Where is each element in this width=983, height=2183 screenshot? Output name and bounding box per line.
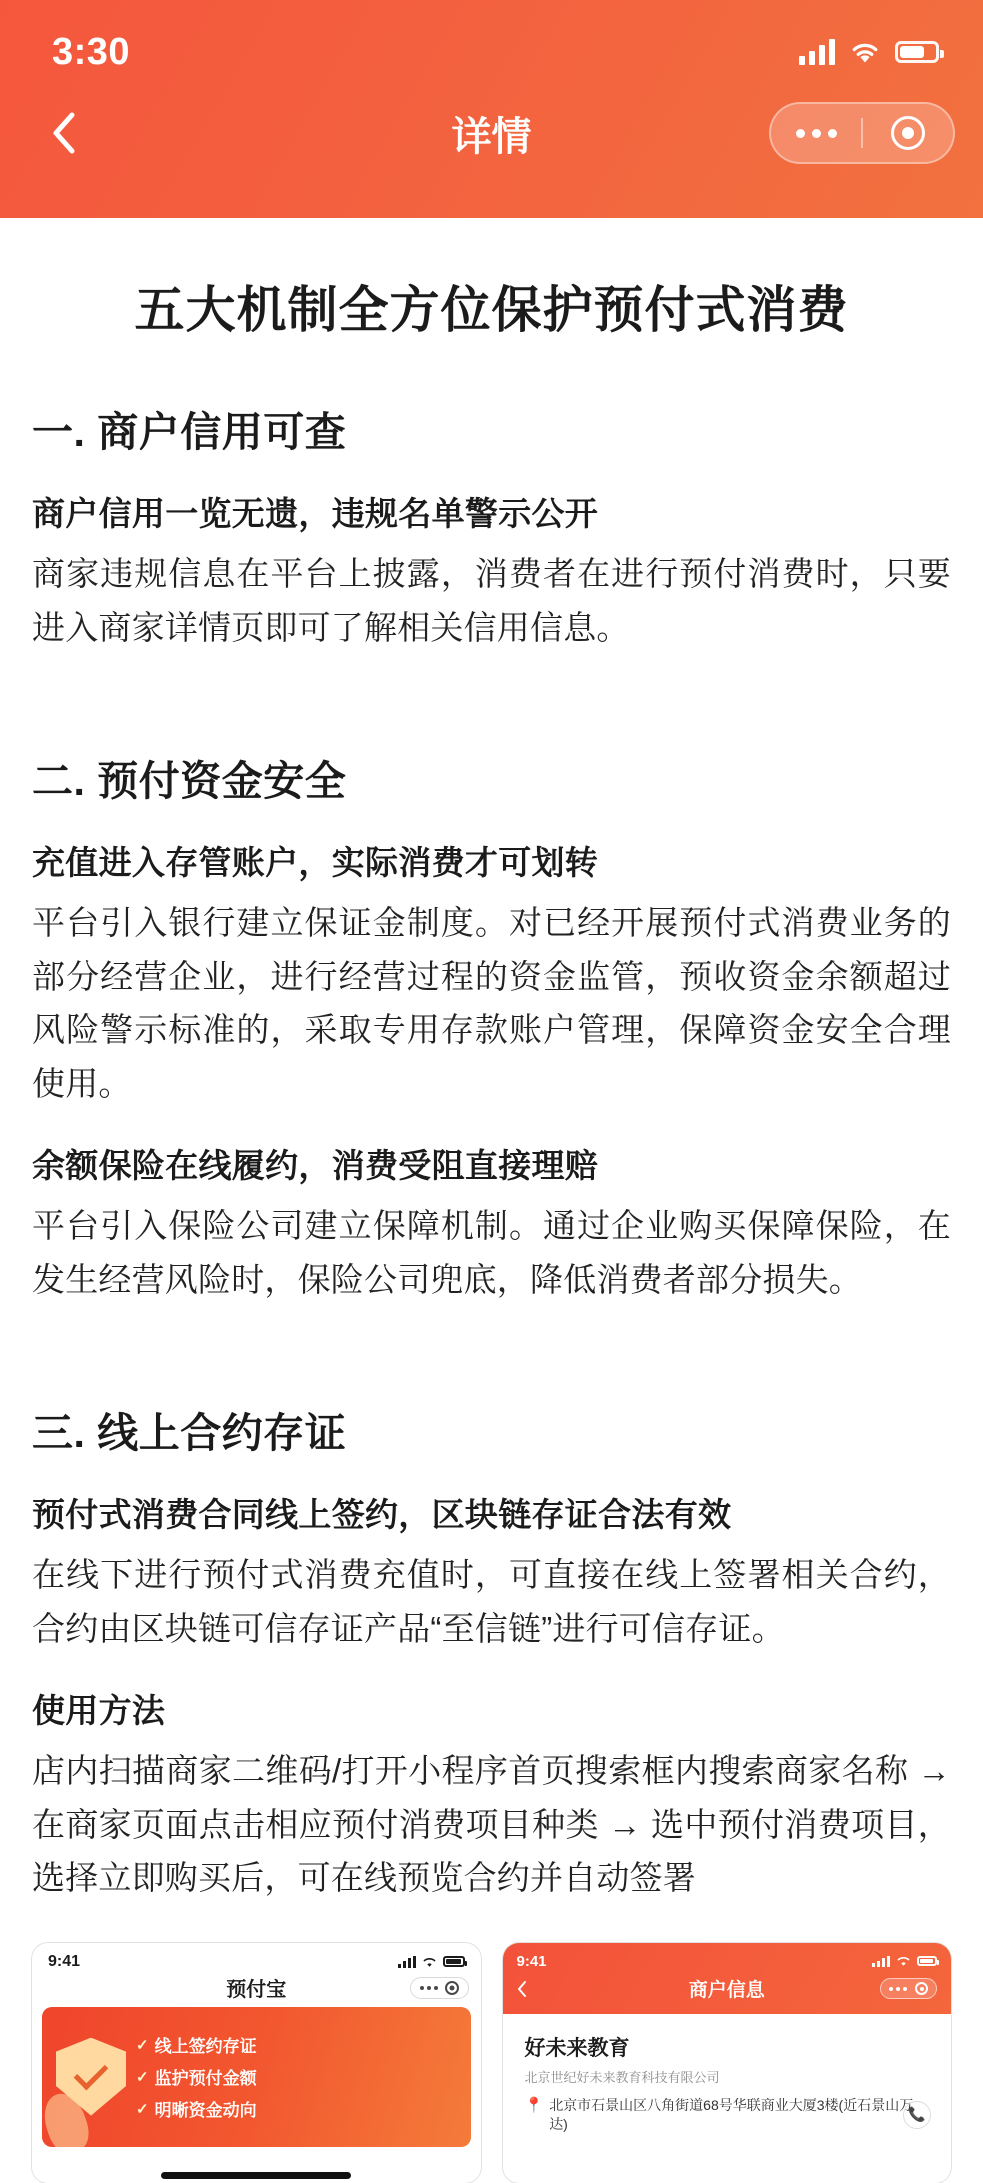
section-3-body-1: 在线下进行预付式消费充值时，可直接在线上签署相关合约，合约由区块链可信存证产品“至信链”进行可信存证。 [32,1556,951,1647]
more-dots-icon [889,1987,907,1991]
status-bar [0,0,983,78]
section-heading-1: 一. 商户信用可查 [32,409,347,455]
screenshot-left[interactable] [32,1943,481,2183]
chevron-left-icon [51,111,77,155]
battery-icon [895,41,939,63]
screenshot-left-time: 9:41 [48,1952,81,1970]
phone-icon: 📞 [908,2106,926,2123]
check-icon: ✓ [136,2036,149,2054]
section-2-body-1: 平台引入银行建立保证金制度。对已经开展预付式消费业务的部分经营企业，进行经营过程的资金监管，预收资金余额超过风险警示标准的，采取专用存款账户管理，保障资金安全合理使用。 [32,904,951,1102]
feature-item [136,2032,257,2057]
feature-label: 监护预付金额 [154,2069,257,2089]
wifi-icon [896,1955,911,1967]
feature-label: 明晰资金动向 [154,2101,257,2121]
feature-item [136,2064,257,2089]
back-button[interactable] [36,105,92,161]
nav-bar [0,78,983,188]
section-heading-2: 二. 预付资金安全 [32,758,347,805]
section-3-body-2: 店内扫描商家二维码/打开小程序首页搜索框内搜索商家名称 → 在商家页面点击相应预付消费项目种类 → 选中预付消费项目，选择立即购买后，可在线预览合约并自动签署 [32,1752,951,1897]
section-3-lead-1: 预付式消费合同线上签约，区块链存证合法有效 [32,1496,732,1534]
status-indicators [799,39,939,65]
miniprogram-capsule [769,102,955,164]
signal-bars-icon [799,39,835,65]
screenshot-right-status-bar [517,1953,938,1970]
section-3-lead-2: 使用方法 [32,1692,166,1730]
signal-bars-icon [398,1956,416,1968]
battery-icon [917,1956,937,1966]
spacer [32,1318,951,1352]
more-menu-button[interactable] [771,104,861,162]
article-title: 五大机制全方位保护预付式消费 [134,282,849,338]
screenshot-left-feature-list [136,2025,257,2128]
merchant-company: 北京世纪好未来教育科技有限公司 [524,2069,720,2085]
screenshot-right-time: 9:41 [516,1952,547,1970]
merchant-info-card [513,2022,942,2145]
screenshot-right-nav [517,1974,938,2004]
section-1-body-1: 商家违规信息在平台上披露，消费者在进行预付消费时，只要进入商家详情页即可了解相关信用信息。 [32,555,951,646]
wifi-icon [849,39,881,65]
more-dots-icon [796,129,837,138]
battery-icon [443,1956,465,1967]
phone-header [0,0,983,218]
section-1-lead-1: 商户信用一览无遗，违规名单警示公开 [32,495,599,532]
screenshot-left-status-bar [32,1943,481,1973]
check-icon: ✓ [136,2068,149,2086]
screenshot-right-title: 商户信息 [688,1980,765,2002]
screenshot-right[interactable] [503,1943,952,2183]
more-dots-icon [420,1986,438,1990]
screenshot-gallery [0,1917,983,2183]
target-icon [445,1981,459,1995]
merchant-address: 北京市石景山区八角街道68号华联商业大厦3楼(近石景山万达) [549,2096,914,2133]
screenshot-left-banner [42,2007,471,2147]
screenshot-left-indicators [398,1956,465,1968]
screenshot-left-nav [32,1973,481,2007]
screenshot-right-indicators [872,1955,937,1967]
merchant-name: 好未来教育 [524,2036,630,2060]
status-time: 3:30 [52,30,131,73]
section-heading-3: 三. 线上合约存证 [32,1410,347,1457]
section-2-lead-2: 余额保险在线履约，消费受阻直接理赔 [32,1147,599,1184]
miniprogram-capsule[interactable] [410,1977,469,1999]
signal-bars-icon [872,1956,890,1967]
merchant-address-row [525,2096,930,2135]
screenshot-left-title: 预付宝 [226,1979,287,2002]
page-title: 详情 [451,114,532,159]
section-2-lead-1: 充值进入存管账户，实际消费才可划转 [32,844,599,882]
target-icon [915,1982,928,1995]
screenshot-right-header [503,1943,952,2014]
feature-item [136,2096,257,2121]
check-icon: ✓ [136,2100,149,2118]
close-miniprogram-button[interactable] [863,104,953,162]
wifi-icon [422,1956,437,1968]
section-2-body-2: 平台引入保险公司建立保障机制。通过企业购买保障保险，在发生经营风险时，保险公司兜底，降低消费者部分损失。 [32,1207,951,1298]
miniprogram-capsule[interactable] [880,1978,937,1999]
target-icon [891,116,925,150]
call-merchant-button[interactable] [903,2101,931,2129]
home-indicator [161,2172,351,2179]
feature-label: 线上签约存证 [154,2037,257,2057]
article-body [0,278,983,1905]
spacer [32,666,951,700]
location-pin-icon: 📍 [524,2096,544,2114]
